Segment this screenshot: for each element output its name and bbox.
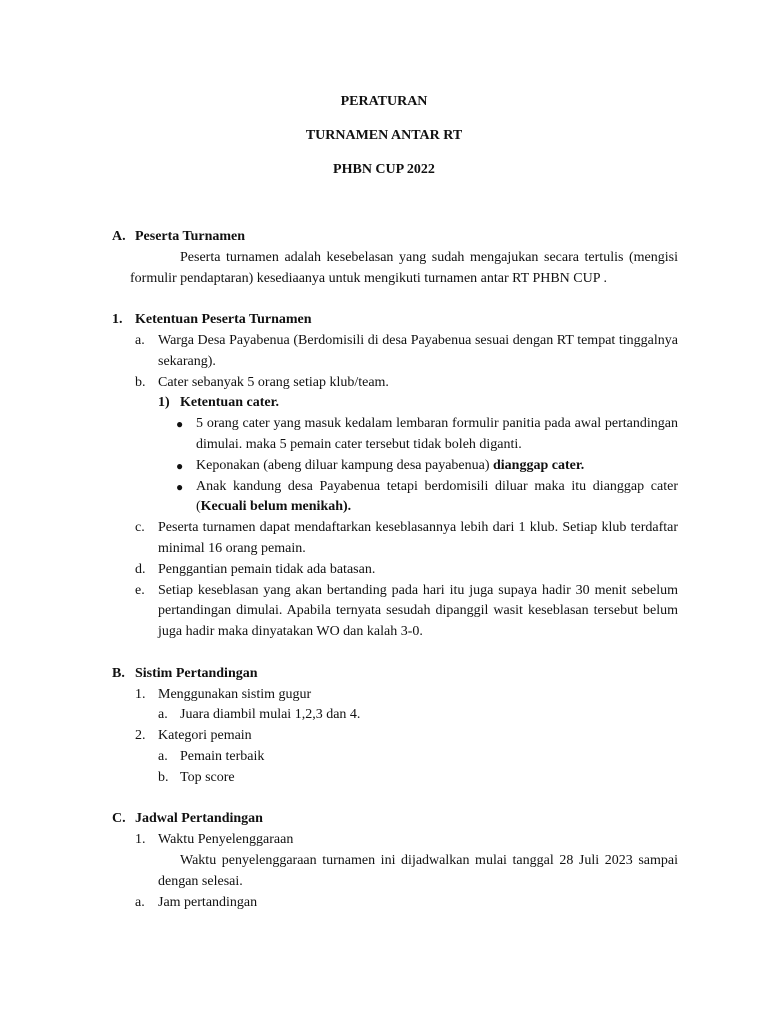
subsection-heading: 1) Ketentuan cater. xyxy=(158,395,280,411)
section-title: Peserta Turnamen xyxy=(135,229,246,244)
bullet-item: ● 5 orang cater yang masuk kedalam lembaran formulir panitia pada awal pertandingan dimulai. maka 5 pemain cater tersebut tidak boleh diganti. xyxy=(176,416,678,452)
section-marker: C. xyxy=(112,811,126,827)
bullet-item: ● Anak kandung desa Payabenua tetapi berdomisili diluar maka itu dianggap cater (Kecuali belum menikah). xyxy=(176,478,678,515)
section-title: Sistim Pertandingan xyxy=(135,665,258,681)
list-item: 2. Kategori pemain xyxy=(135,728,252,744)
list-item: a. Warga Desa Payabenua (Berdomisili di desa Payabenua sesuai dengan RT tempat tinggalnya sekarang). xyxy=(135,332,678,369)
section-b-heading xyxy=(112,664,678,685)
document-event: PHBN CUP 2022 xyxy=(333,162,435,177)
section-marker: 1. xyxy=(112,312,123,328)
list-item: d. Penggantian pemain tidak ada batasan. xyxy=(135,561,376,577)
list-item: c. Peserta turnamen dapat mendaftarkan keseblasannya lebih dari 1 klub. Setiap klub terdaftar minimal 16 orang pemain. xyxy=(135,520,678,556)
list-item: 1. Waktu Penyelenggaraan xyxy=(135,832,294,848)
list-item: b. Cater sebanyak 5 orang setiap klub/team. xyxy=(135,374,389,390)
list-item: a. Jam pertandingan xyxy=(135,894,258,910)
bullet-item: ● Keponakan (abeng diluar kampung desa payabenua) dianggap cater. xyxy=(112,456,678,477)
document-body xyxy=(112,227,678,913)
section-title: Jadwal Pertandingan xyxy=(135,811,263,827)
section-a-text: Peserta turnamen adalah kesebelasan yang sudah mengajukan secara tertulis (mengisi formulir pendaptaran) kesediaanya untuk mengikuti turnamen antar RT PHBN CUP . xyxy=(130,249,678,286)
list-item: a. Juara diambil mulai 1,2,3 dan 4. xyxy=(158,707,361,723)
section-c-text: Waktu penyelenggaraan turnamen ini dijadwalkan mulai tanggal 28 Juli 2023 sampai dengan selesai. xyxy=(158,852,678,889)
section-title: Ketentuan Peserta Turnamen xyxy=(135,312,312,328)
document-title: PERATURAN xyxy=(340,94,428,109)
bullet-icon: ● xyxy=(176,417,184,432)
document-subtitle: TURNAMEN ANTAR RT xyxy=(305,128,463,143)
list-item: 1. Menggunakan sistim gugur xyxy=(135,686,312,702)
list-item: e. Setiap keseblasan yang akan bertanding pada hari itu juga supaya hadir 30 menit sebelum pertandingan dimulai. Apabila ternyata sesudah dipanggil wasit keseblasan tersebut belum juga hadir maka dinyatakan WO dan kalah 3-0. xyxy=(135,582,678,640)
section-a-heading xyxy=(112,227,678,248)
bullet-icon: ● xyxy=(176,458,184,473)
list-item: b. Top score xyxy=(158,769,235,785)
section-1-heading xyxy=(112,310,678,331)
section-marker: B. xyxy=(112,665,125,681)
section-c-heading xyxy=(112,809,678,830)
section-marker: A. xyxy=(112,229,126,244)
list-item: a. Pemain terbaik xyxy=(158,748,265,764)
bullet-icon: ● xyxy=(176,479,184,494)
